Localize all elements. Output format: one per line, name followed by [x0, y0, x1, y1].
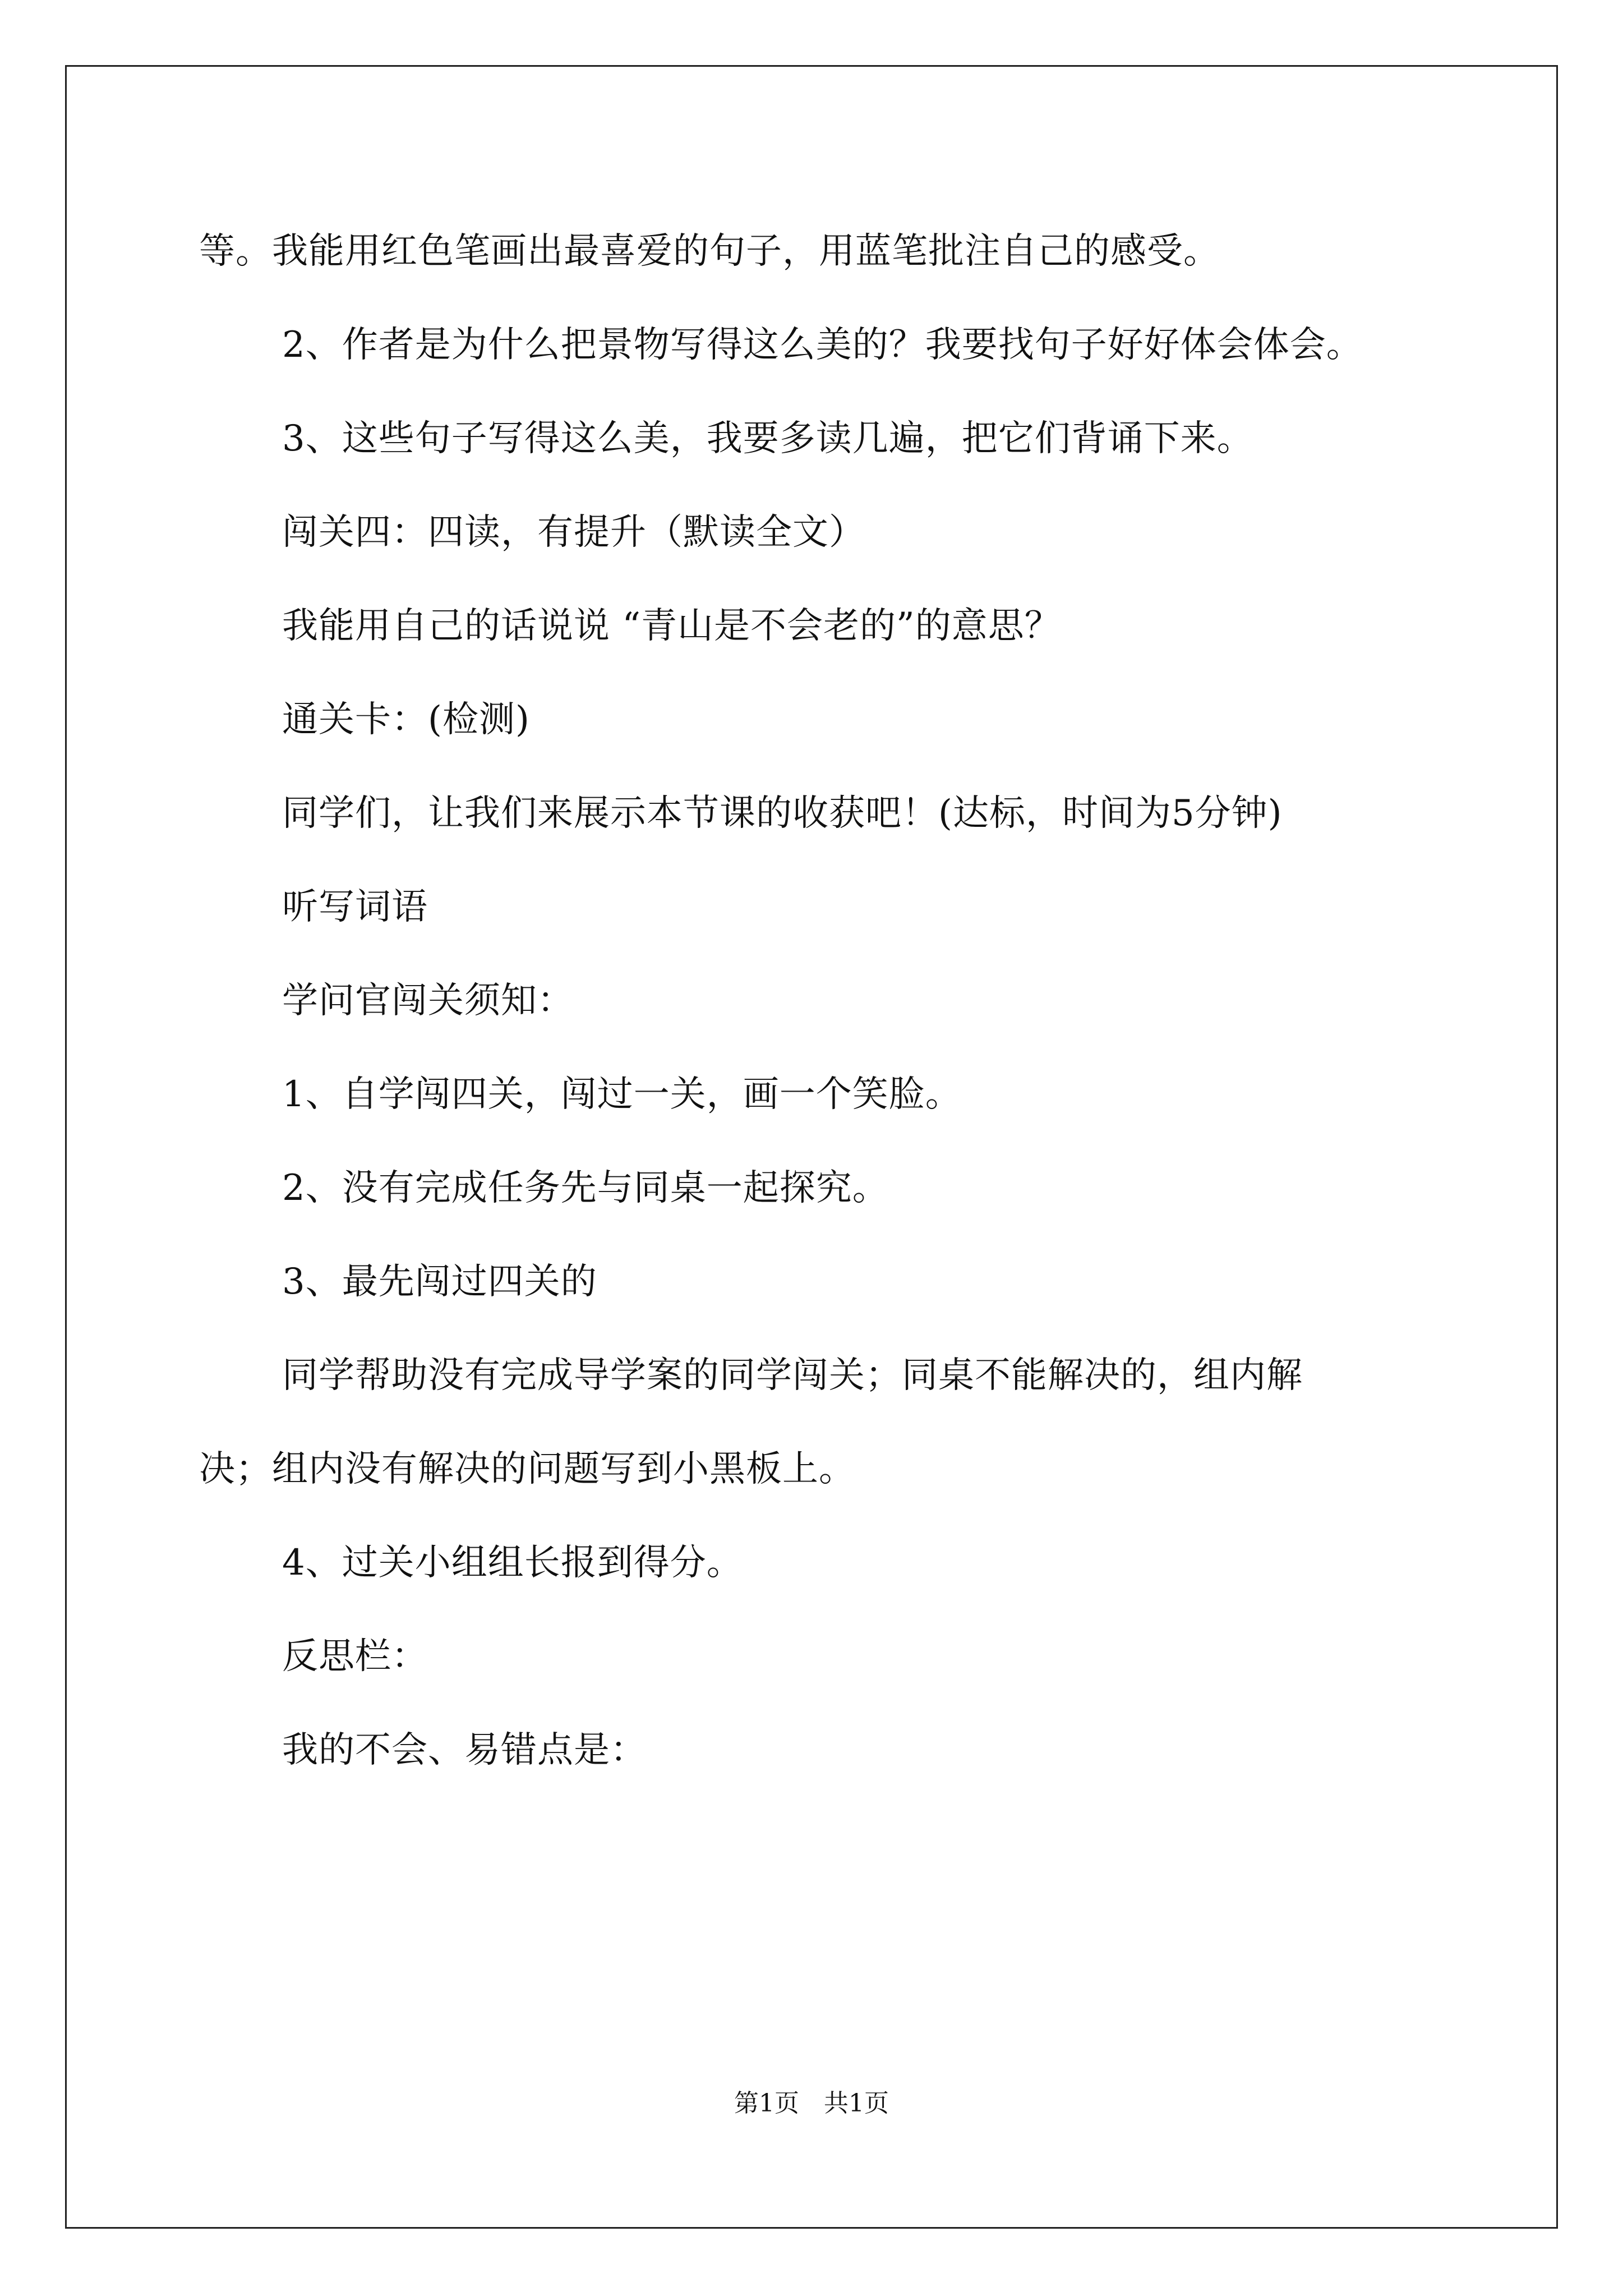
text-line: 1、自学闯四关，闯过一关，画一个笑脸。: [282, 1074, 962, 1115]
text-line: 3、最先闯过四关的: [282, 1261, 597, 1303]
text-line: 通关卡：(检测): [282, 699, 530, 740]
text-line: 决；组内没有解决的问题写到小黑板上。: [199, 1448, 855, 1490]
text-line: 4、过关小组组长报到得分。: [282, 1542, 743, 1584]
text-line: 闯关四：四读，有提升（默读全文）: [282, 512, 865, 553]
page-border: [65, 65, 1558, 2229]
text-line: 3、这些句子写得这么美，我要多读几遍，把它们背诵下来。: [282, 418, 1253, 459]
text-line: 2、没有完成任务先与同桌一起探究。: [282, 1167, 889, 1209]
text-line: 我的不会、易错点是：: [282, 1729, 647, 1771]
text-line: 听写词语: [282, 886, 428, 928]
text-line: 同学帮助没有完成导学案的同学闯关；同桌不能解决的，组内解: [282, 1355, 1303, 1396]
text-line: 2、作者是为什么把景物写得这么美的？我要找句子好好体会体会。: [282, 324, 1363, 366]
page-number-current: 第1页: [734, 2089, 799, 2118]
text-line: 学问官闯关须知：: [282, 980, 574, 1022]
text-line: 等。我能用红色笔画出最喜爱的句子，用蓝笔批注自己的感受。: [199, 231, 1220, 272]
page-number-total: 共1页: [824, 2089, 889, 2118]
text-line: 反思栏：: [282, 1636, 428, 1677]
text-line: 我能用自己的话说说 “青山是不会老的”的意思？: [282, 605, 1061, 647]
text-line: 同学们，让我们来展示本节课的收获吧！(达标，时间为5分钟): [282, 793, 1283, 834]
page-footer: [0, 2088, 1623, 2119]
